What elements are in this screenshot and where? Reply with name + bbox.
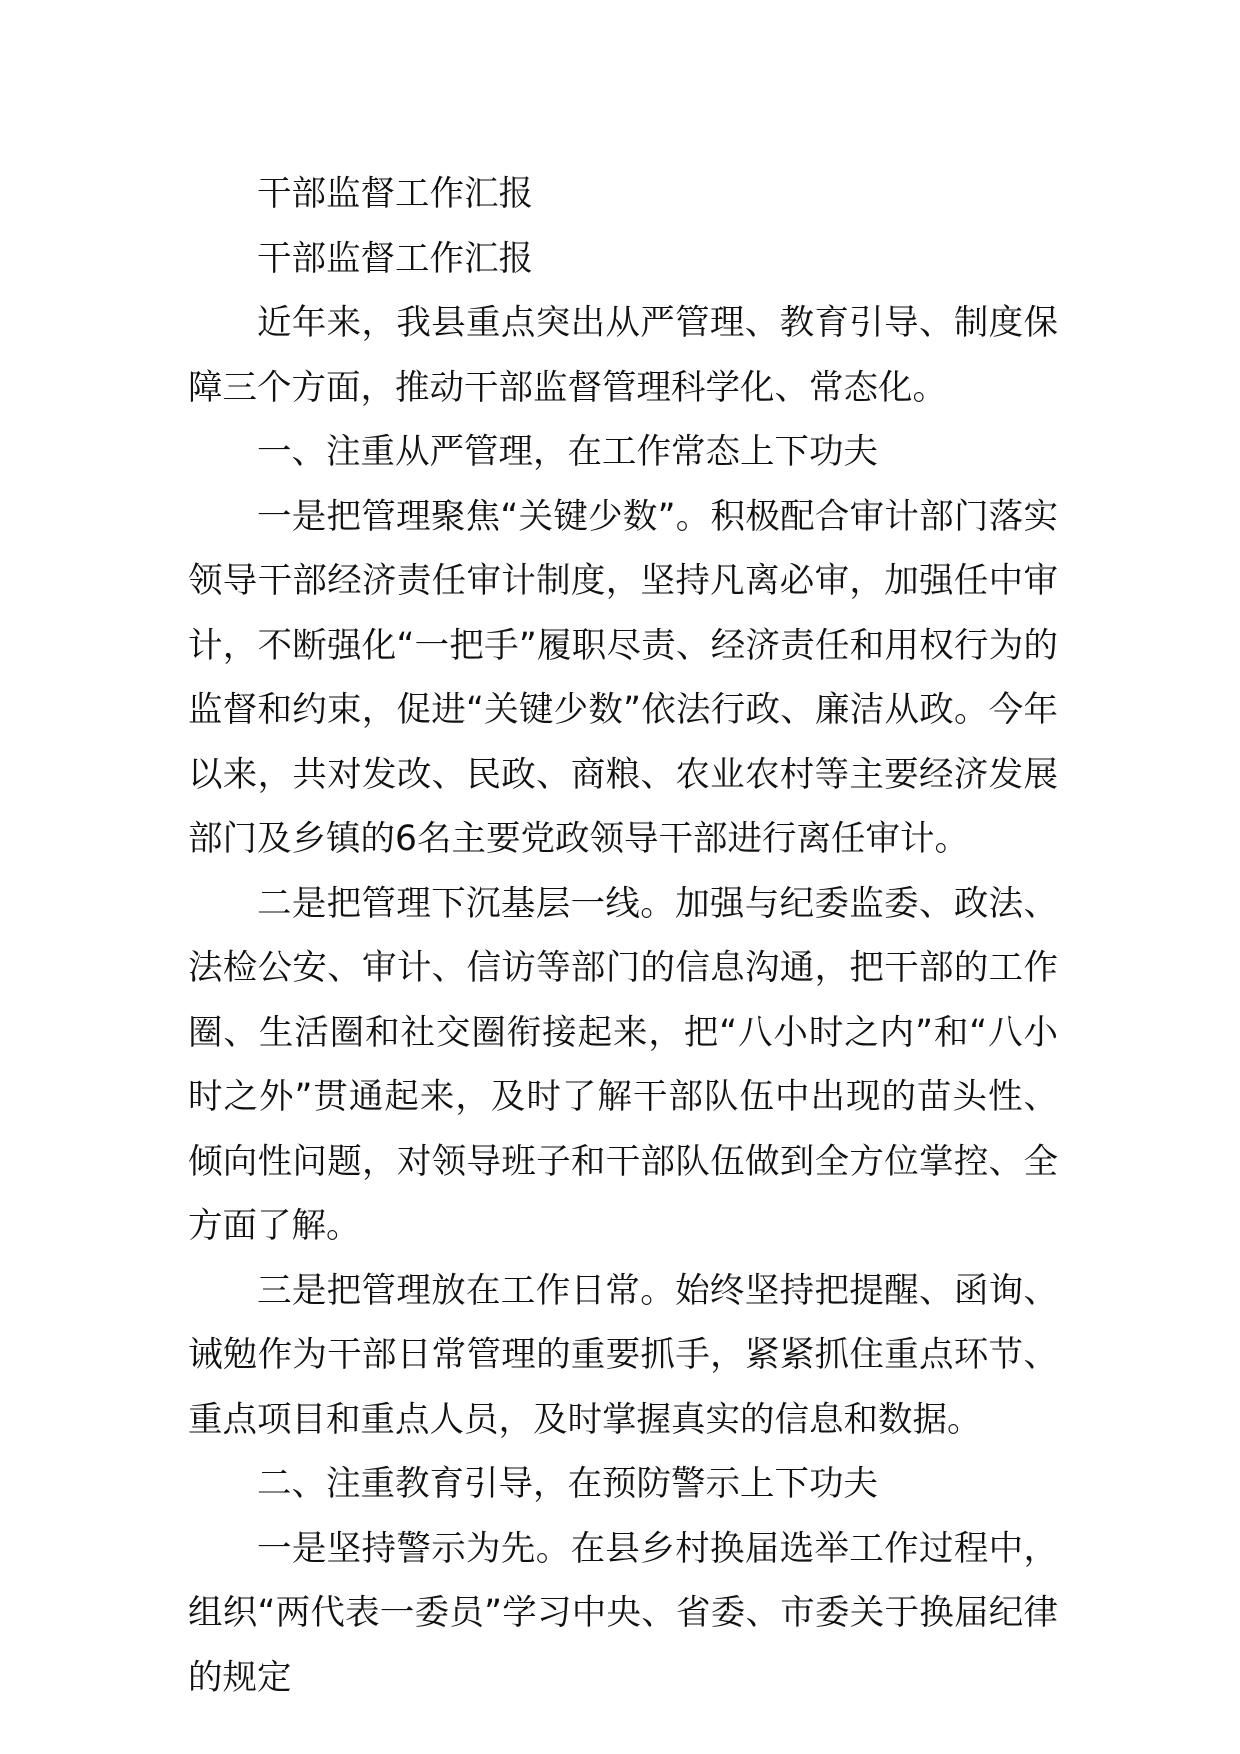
paragraph-intro: 近年来，我县重点突出从严管理、教育引导、制度保障三个方面，推动干部监督管理科学化、常态化。 (188, 303, 1058, 408)
paragraph-1-2: 二是把管理下沉基层一线。加强与纪委监委、政法、法检公安、审计、信访等部门的信息沟通，把干部的工作圈、生活圈和社交圈衔接起来，把“八小时之内”和“八小时之外”贯通起来，及时了解干部队伍中出现的苗头性、倾向性问题，对领导班子和干部队伍做到全方位掌控、全方面了解。 (188, 883, 1058, 1246)
paragraph-1-1: 一是把管理聚焦“关键少数”。积极配合审计部门落实领导干部经济责任审计制度，坚持凡离必审，加强任中审计，不断强化“一把手”履职尽责、经济责任和用权行为的监督和约束，促进“关键少数”依法行政、廉洁从政。今年以来，共对发改、民政、商粮、农业农村等主要经济发展部门及乡镇的6名主要党政领导干部进行离任审计。 (188, 496, 1058, 859)
section-heading-2: 二、注重教育引导，在预防警示上下功夫 (257, 1464, 878, 1504)
paragraph-1-3: 三是把管理放在工作日常。始终坚持把提醒、函询、诫勉作为干部日常管理的重要抓手，紧紧抓住重点环节、重点项目和重点人员，及时掌握真实的信息和数据。 (188, 1270, 1058, 1440)
document-body (188, 162, 1058, 1710)
paragraph-2-1: 一是坚持警示为先。在县乡村换届选举工作过程中，组织“两代表一委员”学习中央、省委、市委关于换届纪律的规定 (188, 1528, 1058, 1698)
document-subtitle: 干部监督工作汇报 (257, 238, 533, 279)
document-title: 干部监督工作汇报 (257, 174, 533, 214)
section-heading-1: 一、注重从严管理，在工作常态上下功夫 (257, 432, 878, 472)
